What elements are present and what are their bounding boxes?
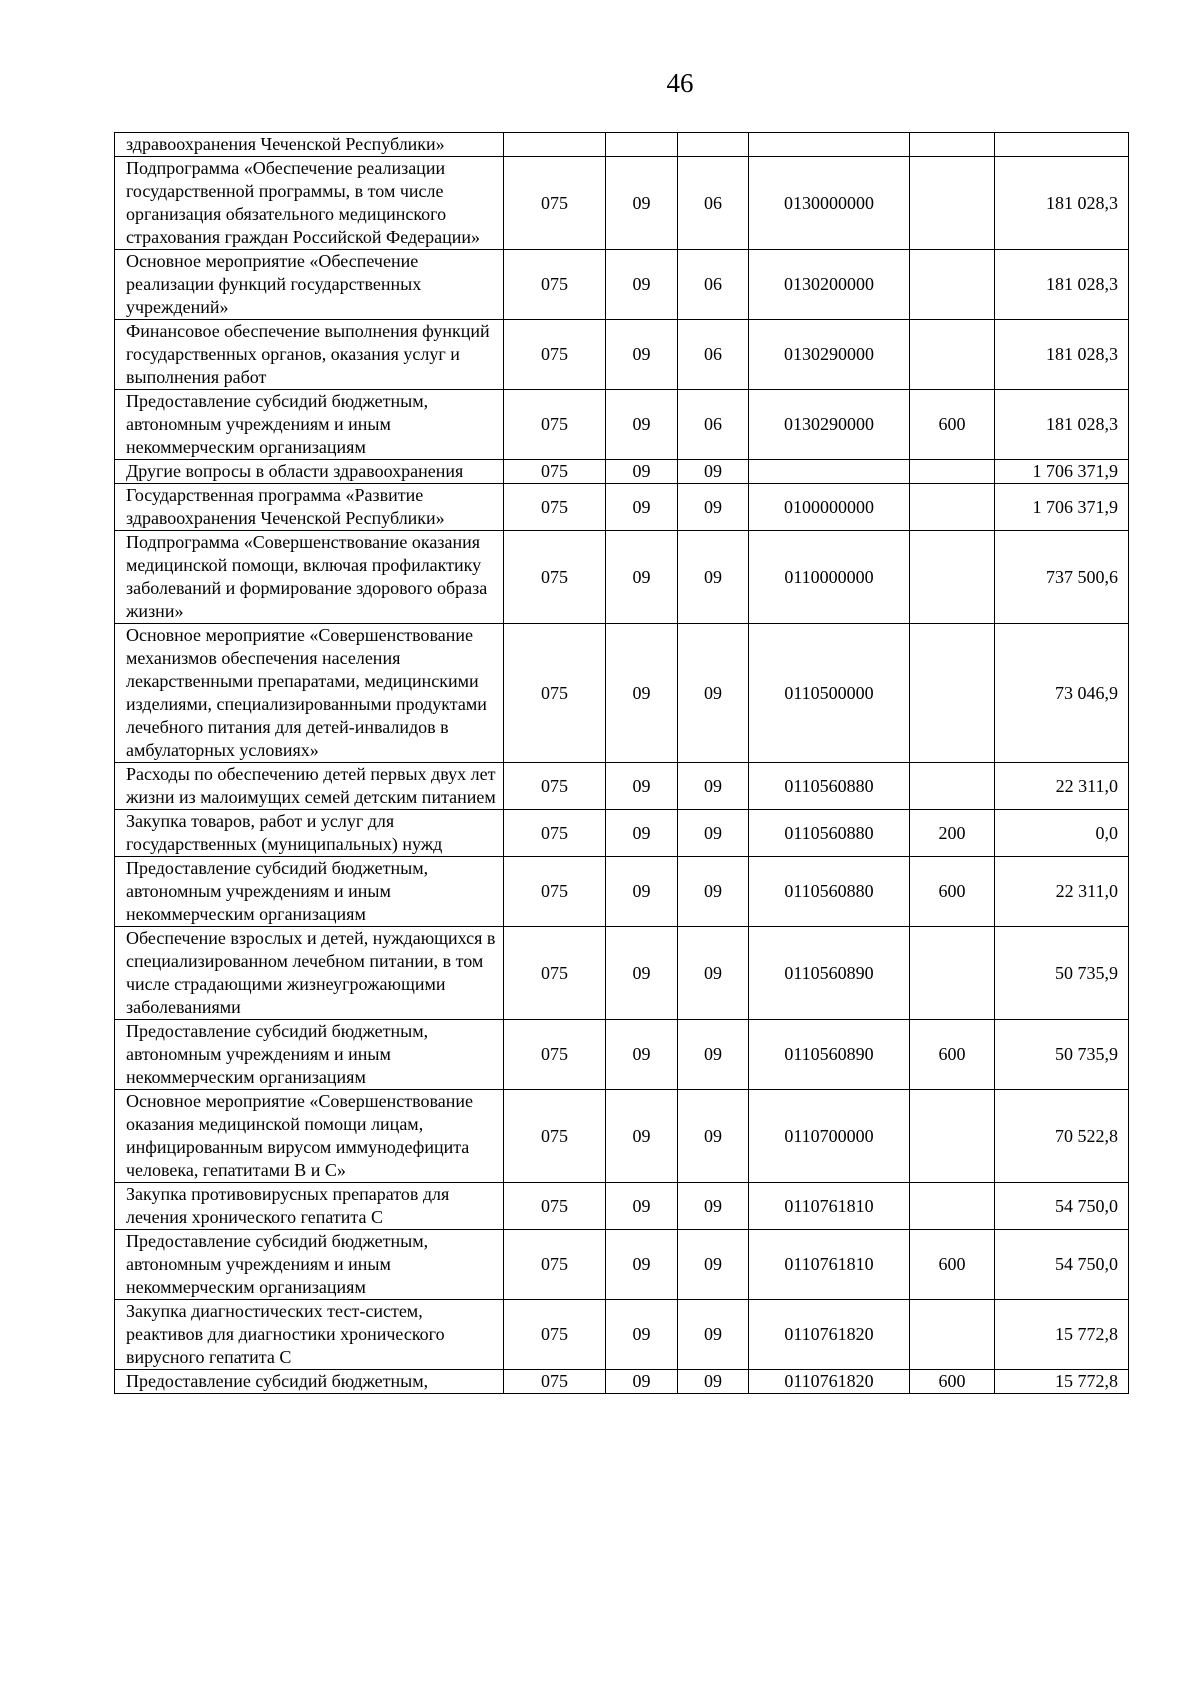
row-name: Финансовое обеспечение выполнения функций государственных органов, оказания услуг и выполнения работ (115, 320, 504, 390)
row-rz: 09 (606, 460, 678, 484)
row-vr (910, 624, 995, 763)
row-sum: 15 772,8 (995, 1300, 1129, 1370)
row-ved: 075 (504, 1230, 606, 1300)
row-name: Закупка товаров, работ и услуг для государственных (муниципальных) нужд (115, 810, 504, 857)
row-sum (995, 133, 1129, 157)
row-pr: 09 (678, 857, 749, 927)
row-rz: 09 (606, 763, 678, 810)
row-sum: 0,0 (995, 810, 1129, 857)
row-csr: 0110560890 (749, 1020, 910, 1090)
row-rz: 09 (606, 624, 678, 763)
row-vr (910, 1300, 995, 1370)
row-csr: 0110560880 (749, 857, 910, 927)
row-pr: 09 (678, 1090, 749, 1183)
row-name: Предоставление субсидий бюджетным, автономным учреждениям и иным некоммерческим организациям (115, 1230, 504, 1300)
row-ved: 075 (504, 531, 606, 624)
row-sum: 50 735,9 (995, 927, 1129, 1020)
table-row (115, 1020, 1129, 1090)
row-sum: 181 028,3 (995, 250, 1129, 320)
row-pr: 09 (678, 810, 749, 857)
row-csr: 0110761820 (749, 1370, 910, 1394)
row-pr: 09 (678, 624, 749, 763)
table-row (115, 320, 1129, 390)
row-pr: 09 (678, 531, 749, 624)
table-row (115, 460, 1129, 484)
row-pr: 09 (678, 763, 749, 810)
row-rz: 09 (606, 1300, 678, 1370)
table-row (115, 763, 1129, 810)
row-rz: 09 (606, 1020, 678, 1090)
row-csr: 0130200000 (749, 250, 910, 320)
row-vr: 600 (910, 390, 995, 460)
table-row (115, 1370, 1129, 1394)
row-pr: 09 (678, 1020, 749, 1090)
row-ved: 075 (504, 1183, 606, 1230)
row-rz: 09 (606, 857, 678, 927)
row-ved: 075 (504, 1370, 606, 1394)
row-ved: 075 (504, 624, 606, 763)
row-rz (606, 133, 678, 157)
table-row (115, 810, 1129, 857)
row-sum: 50 735,9 (995, 1020, 1129, 1090)
row-sum: 22 311,0 (995, 763, 1129, 810)
row-pr: 09 (678, 484, 749, 531)
row-rz: 09 (606, 1183, 678, 1230)
row-csr: 0130290000 (749, 390, 910, 460)
row-ved: 075 (504, 157, 606, 250)
row-pr: 09 (678, 460, 749, 484)
table-row (115, 1230, 1129, 1300)
row-sum: 15 772,8 (995, 1370, 1129, 1394)
row-vr (910, 1183, 995, 1230)
row-name: здравоохранения Чеченской Республики» (115, 133, 504, 157)
row-name: Подпрограмма «Совершенствование оказания медицинской помощи, включая профилактику заболеваний и формирование здорового образа жизни» (115, 531, 504, 624)
row-csr: 0110761810 (749, 1183, 910, 1230)
row-vr: 600 (910, 857, 995, 927)
row-name: Основное мероприятие «Обеспечение реализации функций государственных учреждений» (115, 250, 504, 320)
row-name: Подпрограмма «Обеспечение реализации государственной программы, в том числе организация обязательного медицинского страхования граждан Российской Федерации» (115, 157, 504, 250)
table-row (115, 857, 1129, 927)
row-csr: 0110560880 (749, 810, 910, 857)
row-pr: 06 (678, 250, 749, 320)
table-row (115, 1090, 1129, 1183)
row-csr: 0110500000 (749, 624, 910, 763)
row-vr: 600 (910, 1370, 995, 1394)
row-rz: 09 (606, 157, 678, 250)
row-pr: 09 (678, 1230, 749, 1300)
row-ved: 075 (504, 484, 606, 531)
table-body (115, 133, 1129, 1394)
row-pr: 09 (678, 1183, 749, 1230)
row-vr (910, 133, 995, 157)
row-name: Обеспечение взрослых и детей, нуждающихся в специализированном лечебном питании, в том числе страдающими жизнеугрожающими заболеваниями (115, 927, 504, 1020)
row-sum: 73 046,9 (995, 624, 1129, 763)
row-rz: 09 (606, 810, 678, 857)
row-ved (504, 133, 606, 157)
table-row (115, 157, 1129, 250)
row-vr (910, 157, 995, 250)
row-name: Основное мероприятие «Совершенствование оказания медицинской помощи лицам, инфицированным вирусом иммунодефицита человека, гепатитами В и С» (115, 1090, 504, 1183)
row-vr (910, 484, 995, 531)
row-vr: 200 (910, 810, 995, 857)
row-ved: 075 (504, 927, 606, 1020)
row-name: Предоставление субсидий бюджетным, (115, 1370, 504, 1394)
table-row (115, 390, 1129, 460)
row-csr: 0110761810 (749, 1230, 910, 1300)
row-ved: 075 (504, 763, 606, 810)
row-csr: 0130290000 (749, 320, 910, 390)
row-ved: 075 (504, 1300, 606, 1370)
table-row (115, 1183, 1129, 1230)
row-name: Основное мероприятие «Совершенствование механизмов обеспечения населения лекарственными препаратами, медицинскими изделиями, специализированными продуктами лечебного питания для детей-инвалидов в амбулаторных условиях» (115, 624, 504, 763)
row-sum: 1 706 371,9 (995, 460, 1129, 484)
row-name: Закупка противовирусных препаратов для лечения хронического гепатита С (115, 1183, 504, 1230)
row-rz: 09 (606, 390, 678, 460)
table-row (115, 484, 1129, 531)
row-ved: 075 (504, 320, 606, 390)
row-rz: 09 (606, 1370, 678, 1394)
row-csr (749, 133, 910, 157)
row-sum: 181 028,3 (995, 390, 1129, 460)
row-rz: 09 (606, 1090, 678, 1183)
row-vr (910, 320, 995, 390)
row-name: Расходы по обеспечению детей первых двух лет жизни из малоимущих семей детским питанием (115, 763, 504, 810)
row-sum: 1 706 371,9 (995, 484, 1129, 531)
row-pr: 06 (678, 157, 749, 250)
row-vr: 600 (910, 1230, 995, 1300)
row-rz: 09 (606, 250, 678, 320)
row-vr (910, 250, 995, 320)
row-pr: 06 (678, 320, 749, 390)
row-csr: 0110560890 (749, 927, 910, 1020)
row-sum: 70 522,8 (995, 1090, 1129, 1183)
row-sum: 181 028,3 (995, 320, 1129, 390)
page-number: 46 (666, 68, 694, 98)
row-pr: 09 (678, 1300, 749, 1370)
row-name: Предоставление субсидий бюджетным, автономным учреждениям и иным некоммерческим организациям (115, 857, 504, 927)
row-csr: 0110560880 (749, 763, 910, 810)
row-ved: 075 (504, 460, 606, 484)
row-sum: 737 500,6 (995, 531, 1129, 624)
row-vr: 600 (910, 1020, 995, 1090)
row-rz: 09 (606, 320, 678, 390)
row-vr (910, 460, 995, 484)
row-vr (910, 531, 995, 624)
row-csr (749, 460, 910, 484)
row-pr: 06 (678, 390, 749, 460)
row-ved: 075 (504, 810, 606, 857)
row-vr (910, 763, 995, 810)
table-row (115, 624, 1129, 763)
row-vr (910, 1090, 995, 1183)
row-sum: 54 750,0 (995, 1230, 1129, 1300)
row-csr: 0100000000 (749, 484, 910, 531)
row-pr: 09 (678, 927, 749, 1020)
table-row (115, 927, 1129, 1020)
row-name: Предоставление субсидий бюджетным, автономным учреждениям и иным некоммерческим организациям (115, 1020, 504, 1090)
table-row (115, 1300, 1129, 1370)
row-rz: 09 (606, 531, 678, 624)
row-pr (678, 133, 749, 157)
row-csr: 0110700000 (749, 1090, 910, 1183)
row-ved: 075 (504, 250, 606, 320)
row-ved: 075 (504, 857, 606, 927)
row-rz: 09 (606, 927, 678, 1020)
row-name: Предоставление субсидий бюджетным, автономным учреждениям и иным некоммерческим организациям (115, 390, 504, 460)
row-sum: 54 750,0 (995, 1183, 1129, 1230)
row-csr: 0110000000 (749, 531, 910, 624)
table-row (115, 250, 1129, 320)
table-row (115, 531, 1129, 624)
budget-table (114, 132, 1129, 1394)
row-csr: 0130000000 (749, 157, 910, 250)
row-name: Другие вопросы в области здравоохранения (115, 460, 504, 484)
row-name: Государственная программа «Развитие здравоохранения Чеченской Республики» (115, 484, 504, 531)
row-csr: 0110761820 (749, 1300, 910, 1370)
table-row (115, 133, 1129, 157)
row-rz: 09 (606, 484, 678, 531)
row-ved: 075 (504, 390, 606, 460)
row-rz: 09 (606, 1230, 678, 1300)
row-ved: 075 (504, 1090, 606, 1183)
row-vr (910, 927, 995, 1020)
row-ved: 075 (504, 1020, 606, 1090)
row-pr: 09 (678, 1370, 749, 1394)
row-name: Закупка диагностических тест-систем, реактивов для диагностики хронического вирусного гепатита С (115, 1300, 504, 1370)
row-sum: 22 311,0 (995, 857, 1129, 927)
row-sum: 181 028,3 (995, 157, 1129, 250)
